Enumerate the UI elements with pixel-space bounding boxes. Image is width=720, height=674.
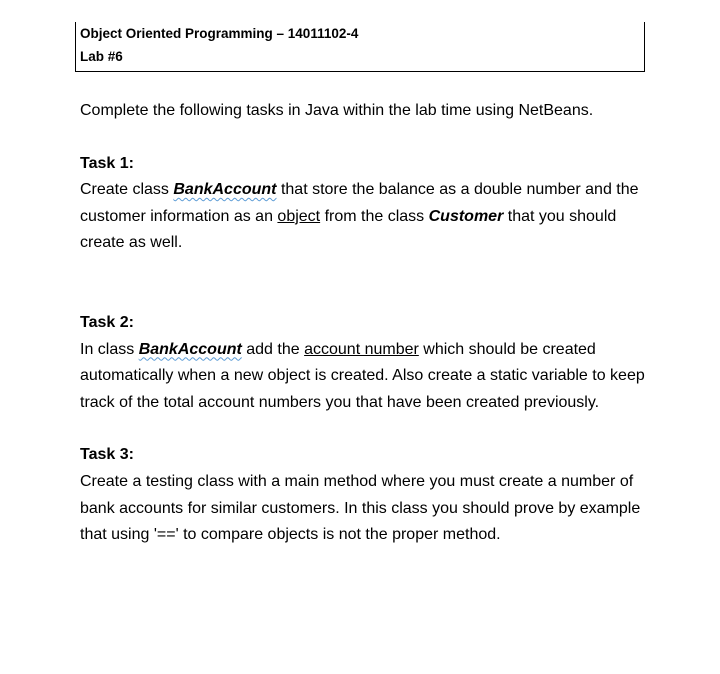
task-2-title: Task 2: — [80, 313, 134, 331]
task-1-class-customer: Customer — [428, 207, 504, 225]
task-2-class-name: BankAccount — [138, 340, 242, 358]
task-1-section — [80, 151, 655, 257]
task-1-class-name: BankAccount — [173, 181, 277, 199]
task-2-text-c: which should be created automatically when a new object is created. Also create a static variable to keep track of the total account numbers you that have been created previously. — [80, 340, 645, 411]
task-2-section — [80, 310, 655, 416]
task-1-underlined-term: object — [277, 207, 321, 225]
task-1-body — [80, 177, 655, 257]
task-1-text-b: that store the balance as a double number and the customer information as an — [80, 181, 639, 225]
task-3-section — [80, 442, 655, 548]
task-1-text-c: from the class — [320, 207, 429, 225]
document-body — [80, 98, 655, 549]
lab-number: Lab #6 — [80, 49, 123, 64]
task-2-text-b: add the — [241, 340, 305, 358]
task-3-body: Create a testing class with a main method where you must create a number of bank accounts for similar customers. In this class you should prove by example that using '==' to compare objects is not the proper method. — [80, 472, 641, 544]
course-title: Object Oriented Programming – 14011102-4 — [80, 26, 359, 41]
task-3-title: Task 3: — [80, 446, 134, 464]
document-header — [75, 22, 645, 72]
task-2-body — [80, 337, 655, 417]
task-1-title: Task 1: — [80, 154, 134, 172]
intro-paragraph: Complete the following tasks in Java within the lab time using NetBeans. — [80, 102, 594, 119]
task-2-underlined-term: account number — [304, 340, 419, 358]
task-1-text-a: Create class — [80, 181, 174, 199]
task-1-text-d: that you should create as well. — [80, 207, 617, 252]
task-2-text-a: In class — [80, 340, 139, 358]
